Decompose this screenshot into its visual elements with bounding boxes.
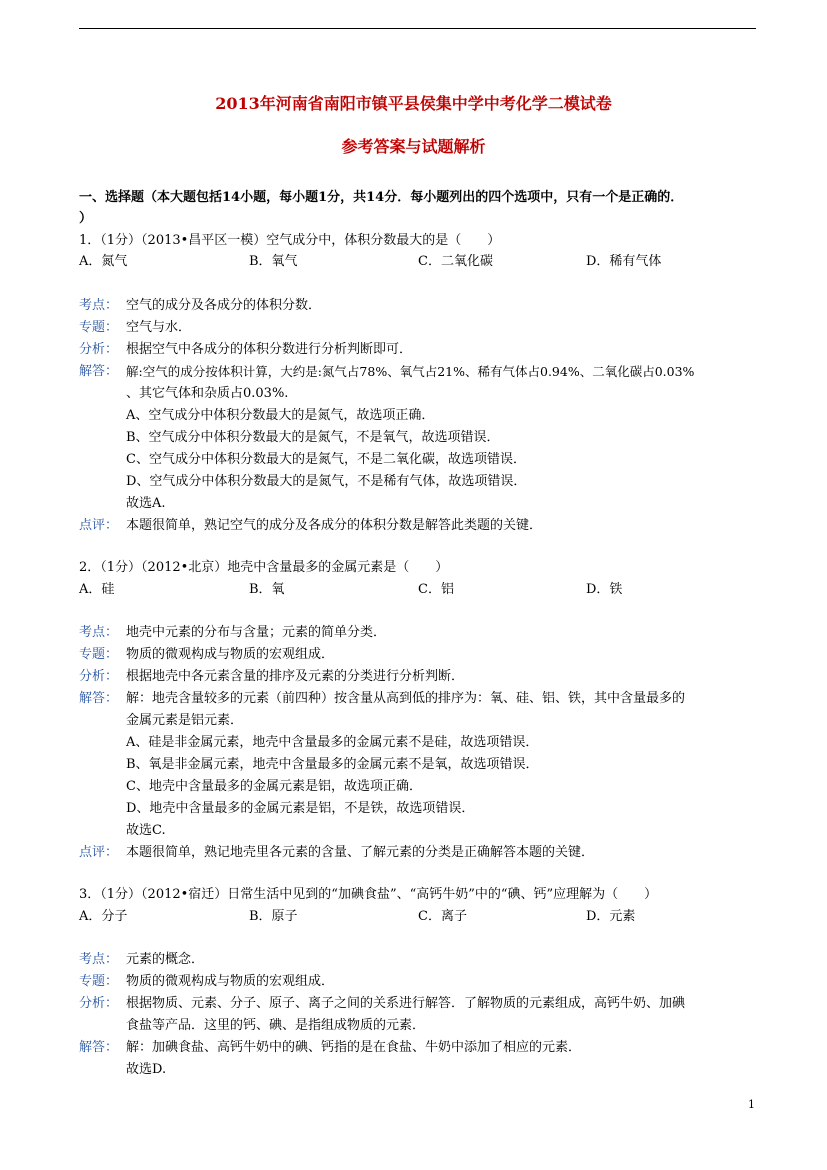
question-2-stem: 2．（1分）（2012•北京）地壳中含量最多的金属元素是（ ） <box>79 560 449 575</box>
section-heading-line1: 一、选择题（本大题包括14小题，每小题1分，共14分．每小题列出的四个选项中，只有一个是正确的． <box>79 190 684 205</box>
question-3-option-d: D．元素 <box>586 909 636 924</box>
q1-dianping-text: 本题很简单，熟记空气的成分及各成分的体积分数是解答此类题的关键． <box>126 518 543 533</box>
q3-kaodian-label: 考点： <box>79 952 119 967</box>
q1-zhuanti-text: 空气与水． <box>126 320 192 335</box>
header-rule <box>79 28 756 29</box>
question-2-option-d: D．铁 <box>586 582 623 597</box>
q1-jieda-line2: 、其它气体和杂质占0.03%. <box>126 386 289 401</box>
q3-jieda-line2: 故选D. <box>126 1062 167 1077</box>
page-number: 1 <box>748 1098 755 1111</box>
q2-fenxi-text: 根据地壳中各元素含量的排序及元素的分类进行分析判断． <box>126 669 465 684</box>
q2-jieda-label: 解答： <box>79 691 119 706</box>
q1-jieda-label: 解答： <box>79 364 119 379</box>
document-title: 2013年河南省南阳市镇平县侯集中学中考化学二模试卷 <box>215 94 612 113</box>
q1-fenxi-text: 根据空气中各成分的体积分数进行分析判断即可． <box>126 342 413 357</box>
question-3-stem: 3．（1分）（2012•宿迁）日常生活中见到的“加碘食盐”、“高钙牛奶”中的“碘、钙”应理解为（ ） <box>79 887 658 902</box>
question-1-option-c: C．二氧化碳 <box>418 254 493 269</box>
question-3-option-a: A．分子 <box>79 909 128 924</box>
q2-fenxi-label: 分析： <box>79 669 119 684</box>
q3-jieda-line1: 解：加碘食盐、高钙牛奶中的碘、钙指的是在食盐、牛奶中添加了相应的元素． <box>126 1040 582 1055</box>
q2-jieda-line4: B、氧是非金属元素，地壳中含量最多的金属元素不是氧，故选项错误． <box>126 757 539 772</box>
q2-dianping-label: 点评： <box>79 845 119 860</box>
q2-jieda-line7: 故选C. <box>126 823 166 838</box>
q3-zhuanti-label: 专题： <box>79 974 119 989</box>
q2-zhuanti-text: 物质的微观构成与物质的宏观组成． <box>126 647 335 662</box>
question-1-option-b: B．氧气 <box>249 254 298 269</box>
question-2-option-a: A．硅 <box>79 582 115 597</box>
q1-jieda-line1: 解:空气的成分按体积计算，大约是:氮气占78%、氧气占21%、稀有气体占0.94%、二氧化碳占0.03% <box>126 364 695 379</box>
q2-zhuanti-label: 专题： <box>79 647 119 662</box>
q3-fenxi-label: 分析： <box>79 996 119 1011</box>
q2-jieda-line2: 金属元素是铝元素． <box>126 713 244 728</box>
q1-fenxi-label: 分析： <box>79 342 119 357</box>
q2-kaodian-text: 地壳中元素的分布与含量；元素的简单分类． <box>126 625 387 640</box>
q1-jieda-line5: C、空气成分中体积分数最大的是氮气，不是二氧化碳，故选项错误． <box>126 452 526 467</box>
q2-jieda-line5: C、地壳中含量最多的金属元素是铝，故选项正确． <box>126 779 422 794</box>
q3-fenxi-line1: 根据物质、元素、分子、原子、离子之间的关系进行解答．了解物质的元素组成，高钙牛奶、加碘 <box>126 996 686 1011</box>
q2-jieda-line3: A、硅是非金属元素，地壳中含量最多的金属元素不是硅，故选项错误． <box>126 735 539 750</box>
q1-dianping-label: 点评： <box>79 518 119 533</box>
q2-jieda-line1: 解：地壳含量较多的元素（前四种）按含量从高到低的排序为：氧、硅、铝、铁，其中含量最多的 <box>126 691 686 706</box>
question-2-option-c: C．铝 <box>418 582 454 597</box>
section-heading-line2: ） <box>79 211 93 226</box>
question-3-option-c: C．离子 <box>418 909 467 924</box>
q1-jieda-line4: B、空气成分中体积分数最大的是氮气，不是氧气，故选项错误． <box>126 430 500 445</box>
question-1-stem: 1．（1分）（2013•昌平区一模）空气成分中，体积分数最大的是（ ） <box>79 233 501 248</box>
q3-zhuanti-text: 物质的微观构成与物质的宏观组成． <box>126 974 335 989</box>
q3-kaodian-text: 元素的概念． <box>126 952 205 967</box>
q2-jieda-line6: D、地壳中含量最多的金属元素是铝，不是铁，故选项错误． <box>126 801 475 816</box>
q3-fenxi-line2: 食盐等产品．这里的钙、碘、是指组成物质的元素． <box>126 1018 426 1033</box>
question-1-option-d: D．稀有气体 <box>586 254 662 269</box>
document-subtitle: 参考答案与试题解析 <box>341 137 486 156</box>
q1-jieda-line3: A、空气成分中体积分数最大的是氮气，故选项正确． <box>126 408 435 423</box>
question-2-option-b: B．氧 <box>249 582 285 597</box>
q3-jieda-label: 解答： <box>79 1040 119 1055</box>
q1-jieda-line7: 故选A. <box>126 496 166 511</box>
q1-jieda-line6: D、空气成分中体积分数最大的是氮气，不是稀有气体，故选项错误． <box>126 474 527 489</box>
q1-kaodian-label: 考点： <box>79 298 119 313</box>
question-3-option-b: B．原子 <box>249 909 298 924</box>
question-1-option-a: A．氮气 <box>79 254 128 269</box>
q2-dianping-text: 本题很简单，熟记地壳里各元素的含量、了解元素的分类是正确解答本题的关键． <box>126 845 595 860</box>
q1-kaodian-text: 空气的成分及各成分的体积分数． <box>126 298 322 313</box>
q2-kaodian-label: 考点： <box>79 625 119 640</box>
q1-zhuanti-label: 专题： <box>79 320 119 335</box>
